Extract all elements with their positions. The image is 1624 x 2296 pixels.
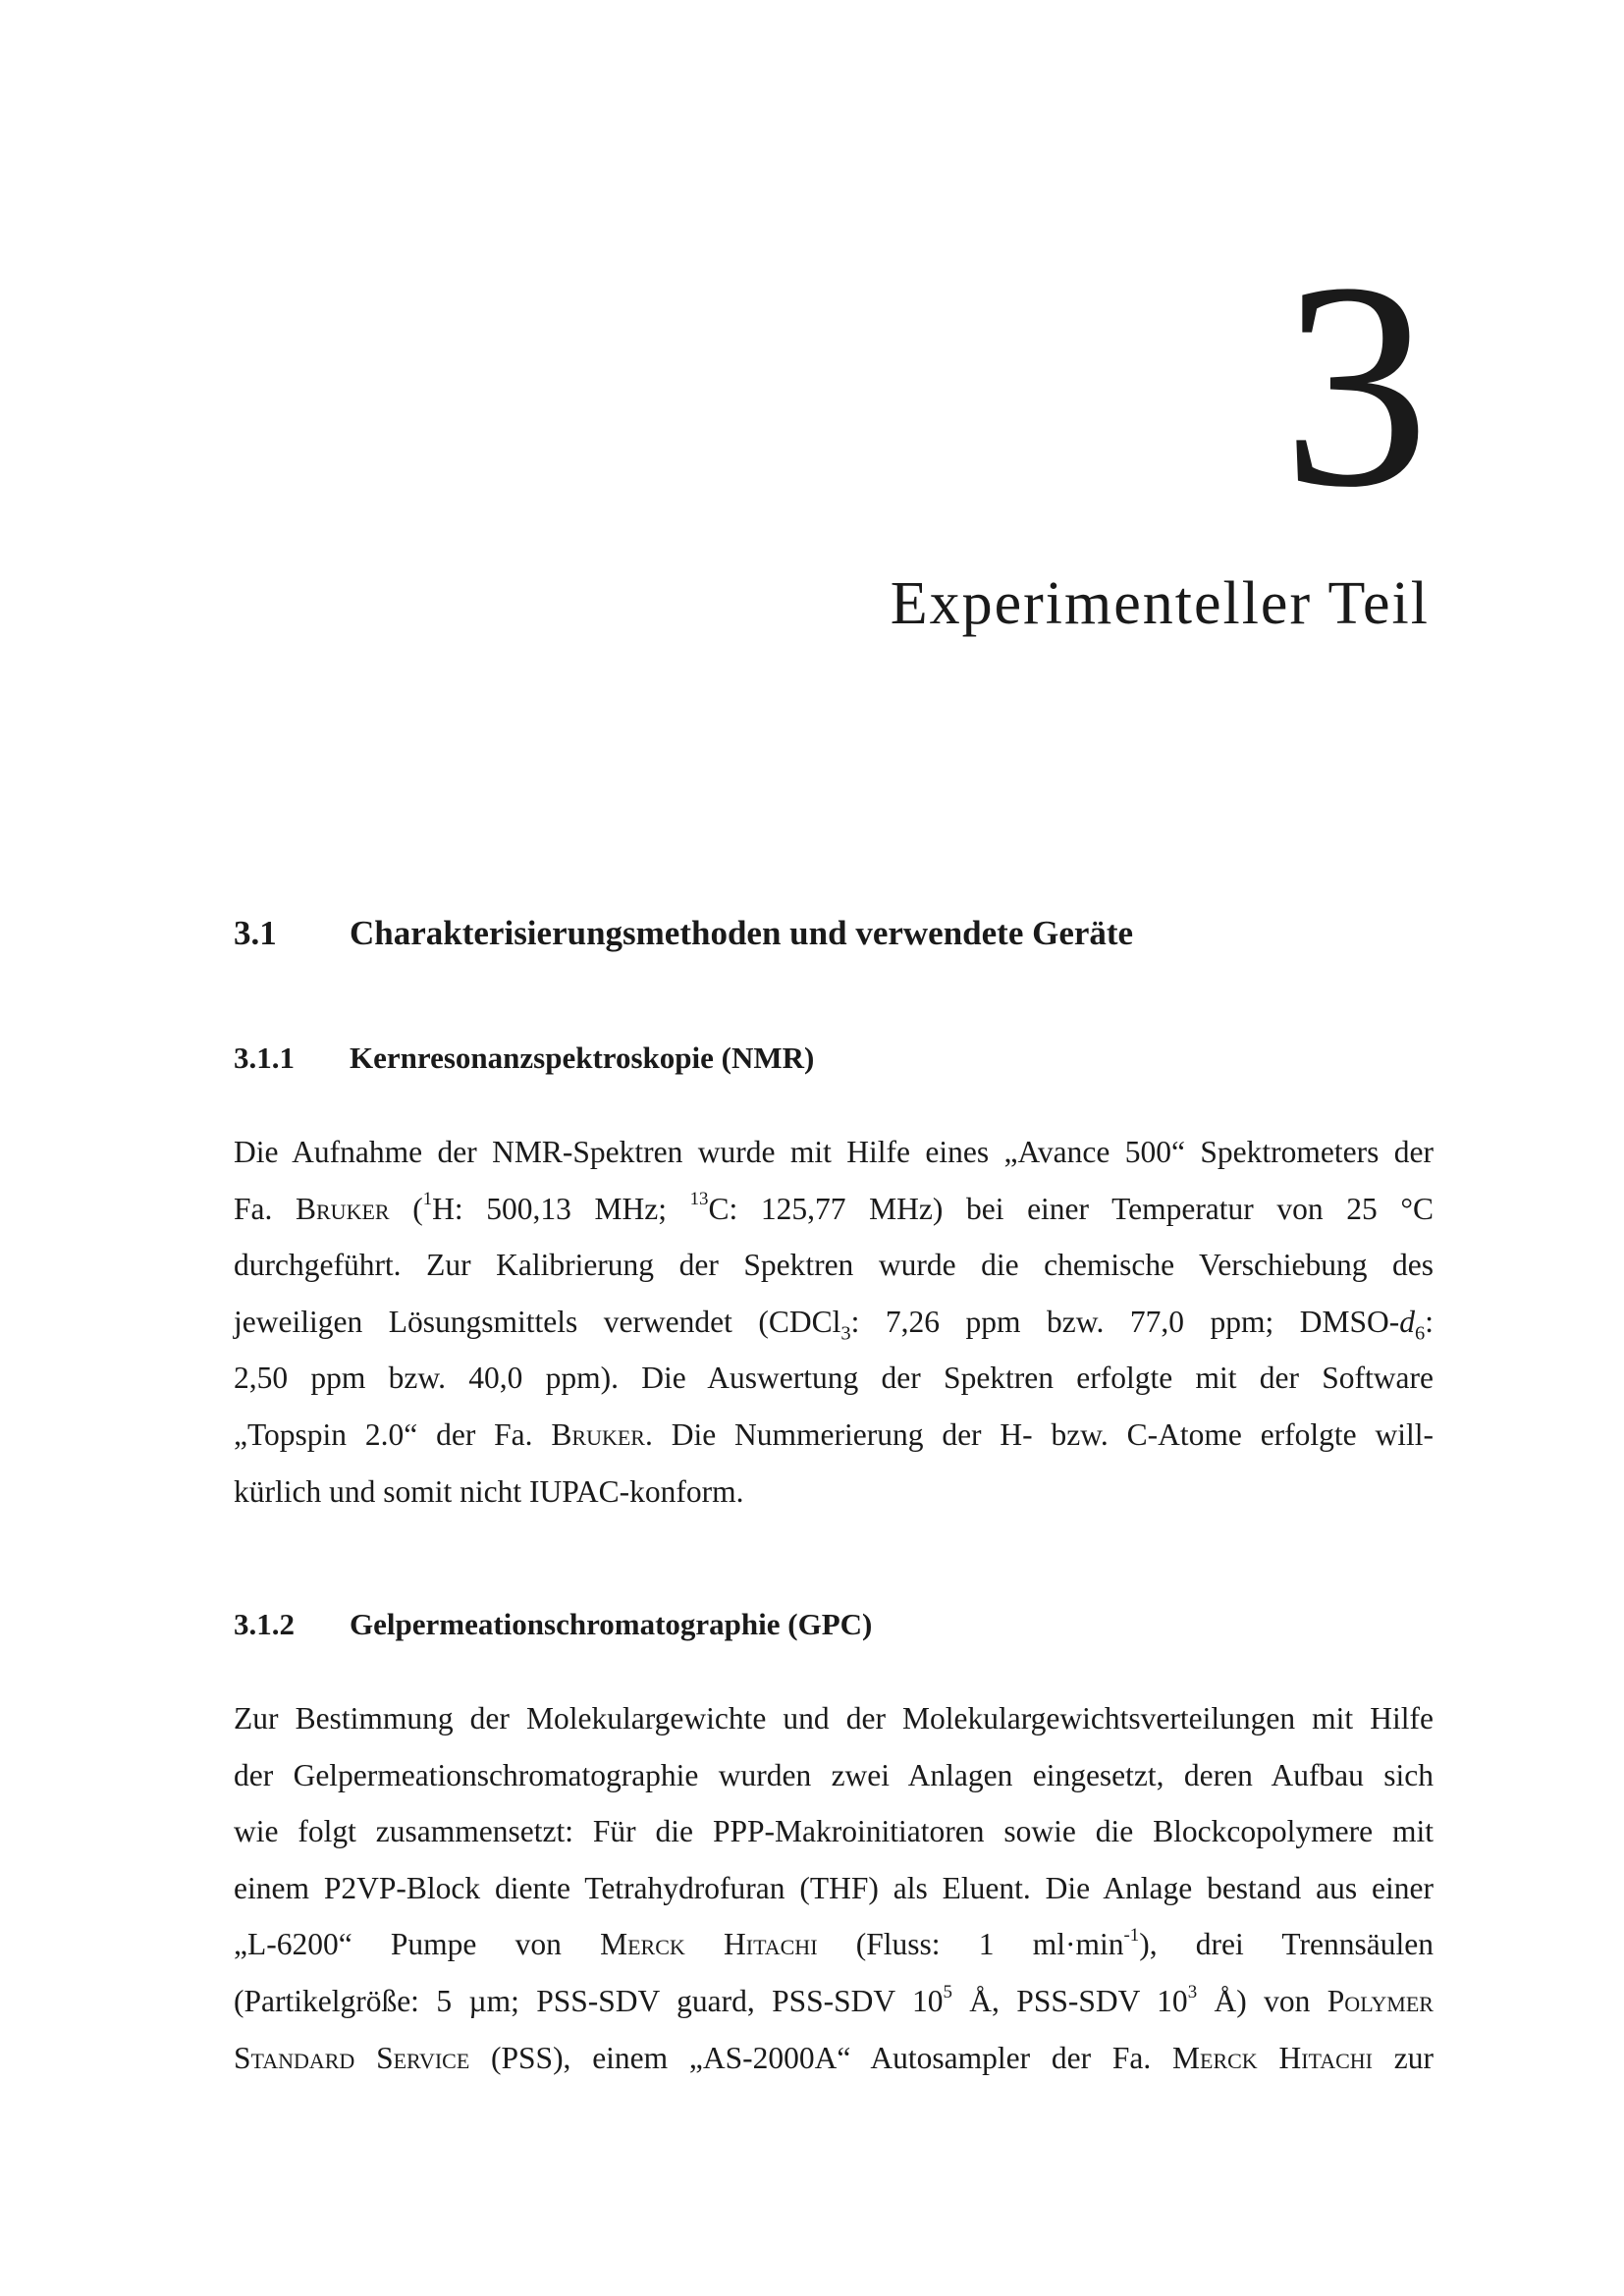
text-line: einem P2VP-Block diente Tetrahydrofuran (THF) als Eluent. Die Anlage bestand aus einer xyxy=(234,1870,1434,1905)
section-title: Charakterisierungsmethoden und verwendete Geräte xyxy=(350,914,1134,952)
text-line: Zur Bestimmung der Molekulargewichte und der Molekulargewichtsverteilungen mit Hilfe xyxy=(234,1701,1434,1735)
text-line: wie folgt zusammensetzt: Für die PPP-Makroinitiatoren sowie die Blockcopolymere mit xyxy=(234,1814,1434,1849)
text-line: jeweiligen Lösungsmittels verwendet (CDCl$_3$: 7,26 ppm bzw. 77,0 ppm; DMSO-$d_6$: xyxy=(234,1304,1434,1345)
chapter-title: Experimenteller Teil xyxy=(890,570,1430,637)
section-heading-3-1-1 xyxy=(234,1038,1432,1079)
text-line: durchgeführt. Zur Kalibrierung der Spektren wurde die chemische Verschiebung des xyxy=(234,1248,1434,1283)
text-line: Standard Service (PSS), einem „AS-2000A“ Autosampler der Fa. Merck Hitachi zur xyxy=(234,2040,1434,2075)
paragraph-nmr xyxy=(234,1124,1434,1520)
paragraph-gpc xyxy=(234,1690,1434,2086)
text-line: kürlich und somit nicht IUPAC-konform. xyxy=(234,1473,744,1509)
text-line: 2,50 ppm bzw. 40,0 ppm). Die Auswertung der Spektren erfolgte mit der Software xyxy=(234,1361,1434,1396)
text-line: Fa. Bruker ($^1$H: 500,13 MHz; $^{13}$C: 125,77 MHz) bei einer Temperatur von 25 °C xyxy=(234,1189,1434,1226)
text-line: „Topspin 2.0“ der Fa. Bruker. Die Nummerierung der H- bzw. C-Atome erfolgte will- xyxy=(234,1416,1434,1452)
section-number: 3.1.2 xyxy=(234,1607,295,1641)
chapter-number: 3 xyxy=(1282,222,1430,548)
text-line: „L-6200“ Pumpe von Merck Hitachi (Fluss: 1 $ml\cdot\min^{-1}$), drei Trennsäulen xyxy=(234,1925,1434,1962)
section-number: 3.1.1 xyxy=(234,1041,295,1075)
section-title: Gelpermeationschromatographie (GPC) xyxy=(350,1607,873,1641)
section-heading-3-1 xyxy=(234,911,1432,956)
text-line: Die Aufnahme der NMR-Spektren wurde mit Hilfe eines „Avance 500“ Spektrometers der xyxy=(234,1135,1434,1169)
text-line: (Partikelgröße: 5 µm; PSS-SDV guard, PSS-SDV $10^5$ Å, PSS-SDV $10^3$ Å) von Polymer xyxy=(234,1981,1434,2018)
section-title: Kernresonanzspektroskopie (NMR) xyxy=(350,1041,815,1075)
text-line: der Gelpermeationschromatographie wurden zwei Anlagen eingesetzt, deren Aufbau sich xyxy=(234,1757,1434,1792)
section-heading-3-1-2 xyxy=(234,1604,1432,1645)
section-number: 3.1 xyxy=(234,914,277,952)
